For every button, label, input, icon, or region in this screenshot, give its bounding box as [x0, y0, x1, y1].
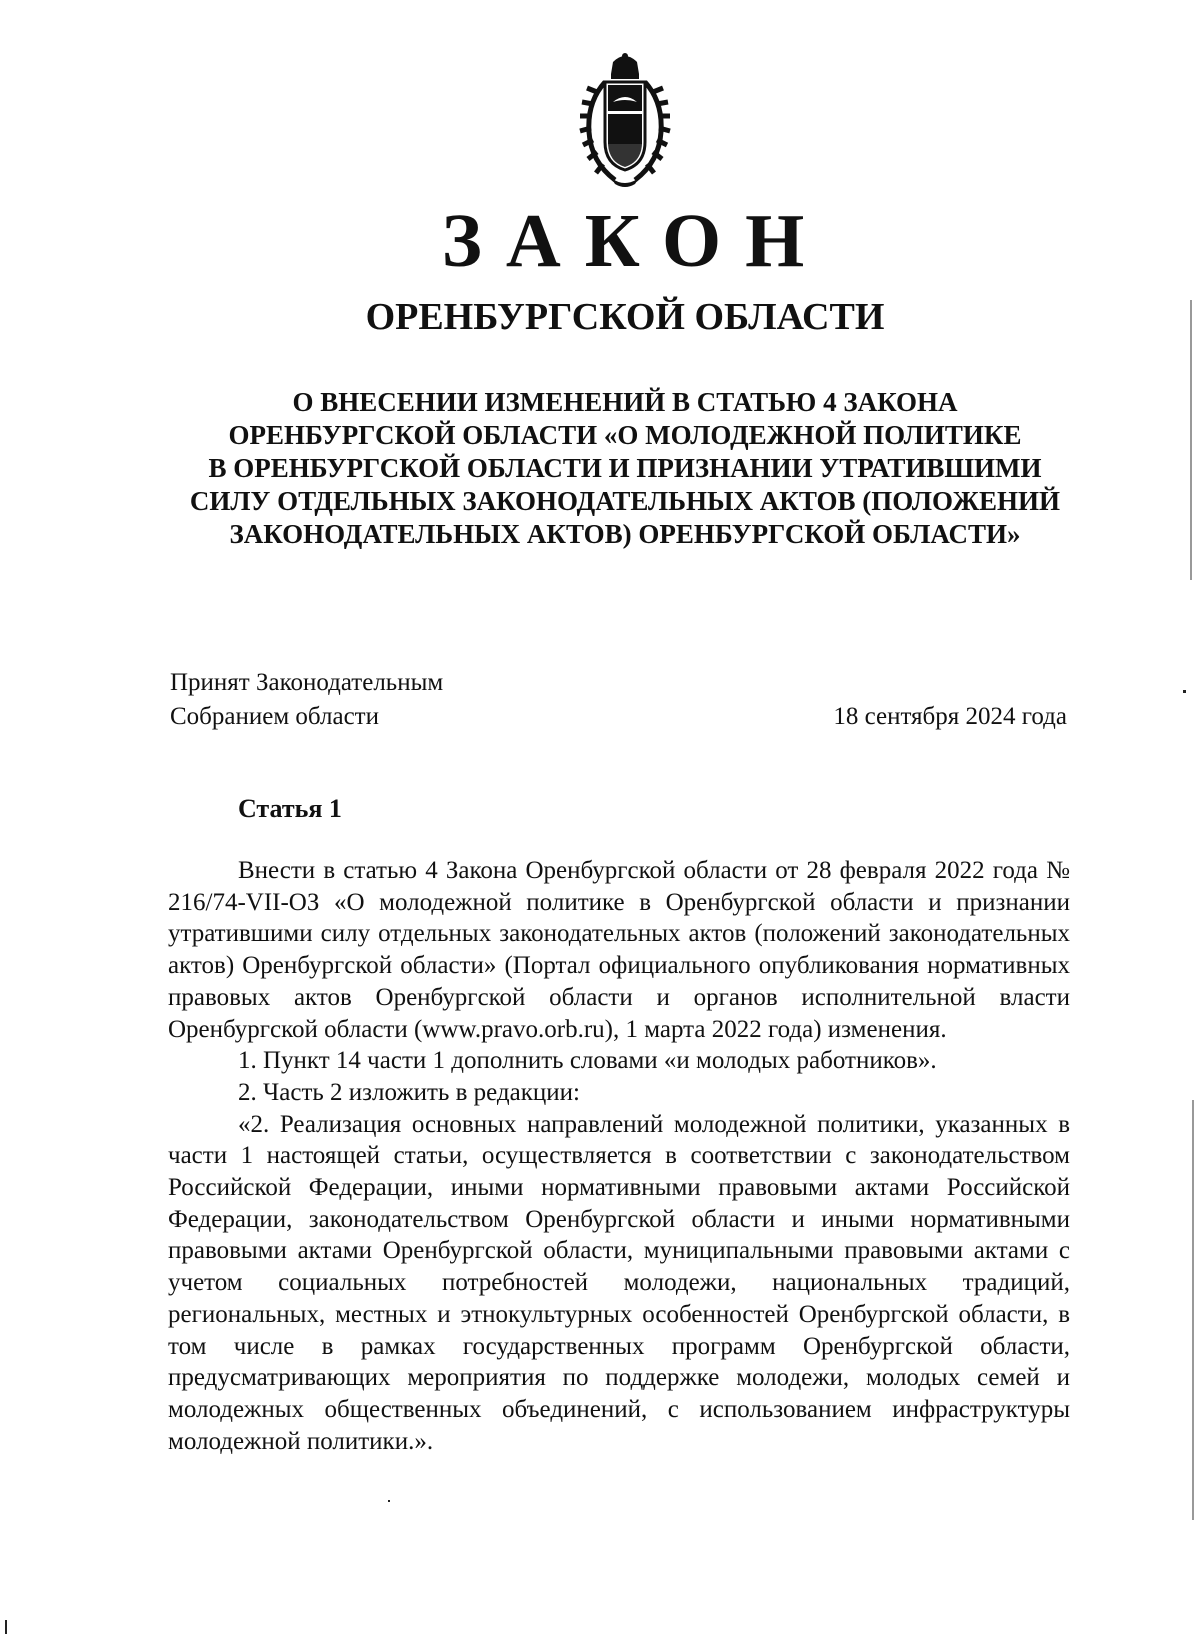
- region-title: ОРЕНБУРГСКОЙ ОБЛАСТИ: [365, 296, 885, 338]
- article-body: [168, 855, 1070, 1457]
- article-paragraph: «2. Реализация основных направлений молодежной политики, указанных в части 1 настоящей статьи, осуществляется в соответствии с законодательством Российской Федерации, иными нормативными правовыми актами Российской Федерации, законодательством Оренбургской области и иными нормативными правовыми актами Оренбургской области, муниципальными правовыми актами с учетом социальных потребностей молодежи, национальных традиций, региональных, местных и этнокультурных особенностей Оренбургской области, в том числе в рамках государственных программ Оренбургской области, предусматривающих мероприятия по поддержке молодежи, молодых семей и молодежных общественных объединений, с использованием инфраструктуры молодежной политики.».: [168, 1110, 1070, 1455]
- subject-line: ОРЕНБУРГСКОЙ ОБЛАСТИ «О МОЛОДЕЖНОЙ ПОЛИТИКЕ: [228, 420, 1022, 450]
- adoption-date: 18 сентября 2024 года: [833, 703, 1067, 730]
- subject-line: О ВНЕСЕНИИ ИЗМЕНЕНИЙ В СТАТЬЮ 4 ЗАКОНА: [292, 387, 958, 417]
- adoption-line: Собранием области: [170, 703, 379, 730]
- article-paragraph: Внести в статью 4 Закона Оренбургской области от 28 февраля 2022 года № 216/74-VII-ОЗ «О молодежной политике в Оренбургской области и признании утратившими силу отдельных законодательных актов (положений законодательных актов) Оренбургской области» (Портал официального опубликования нормативных правовых актов Оренбургской области и органов исполнительной власти Оренбургской области (www.pravo.orb.ru), 1 марта 2022 года) изменения.: [168, 857, 1070, 1043]
- scan-dot: [5, 1620, 7, 1634]
- scan-edge-mark: [1192, 1100, 1194, 1520]
- law-subject-heading: [160, 386, 1090, 551]
- law-title: ЗАКОН: [441, 199, 829, 283]
- adoption-authority: [170, 666, 443, 734]
- scan-dot: [1183, 690, 1186, 693]
- article-heading: Статья 1: [238, 794, 342, 823]
- subject-line: СИЛУ ОТДЕЛЬНЫХ ЗАКОНОДАТЕЛЬНЫХ АКТОВ (ПОЛОЖЕНИЙ: [189, 486, 1061, 516]
- adoption-line: Принят Законодательным: [170, 669, 444, 696]
- article-paragraph: 2. Часть 2 изложить в редакции:: [238, 1078, 580, 1106]
- subject-line: ЗАКОНОДАТЕЛЬНЫХ АКТОВ) ОРЕНБУРГСКОЙ ОБЛАСТИ»: [229, 519, 1021, 549]
- coat-of-arms-emblem: [575, 52, 675, 190]
- article-paragraph: 1. Пункт 14 части 1 дополнить словами «и молодых работников».: [238, 1047, 937, 1075]
- scan-dot: [388, 1500, 390, 1502]
- subject-line: В ОРЕНБУРГСКОЙ ОБЛАСТИ И ПРИЗНАНИИ УТРАТИВШИМИ: [208, 453, 1042, 483]
- scan-edge-mark: [1190, 300, 1192, 580]
